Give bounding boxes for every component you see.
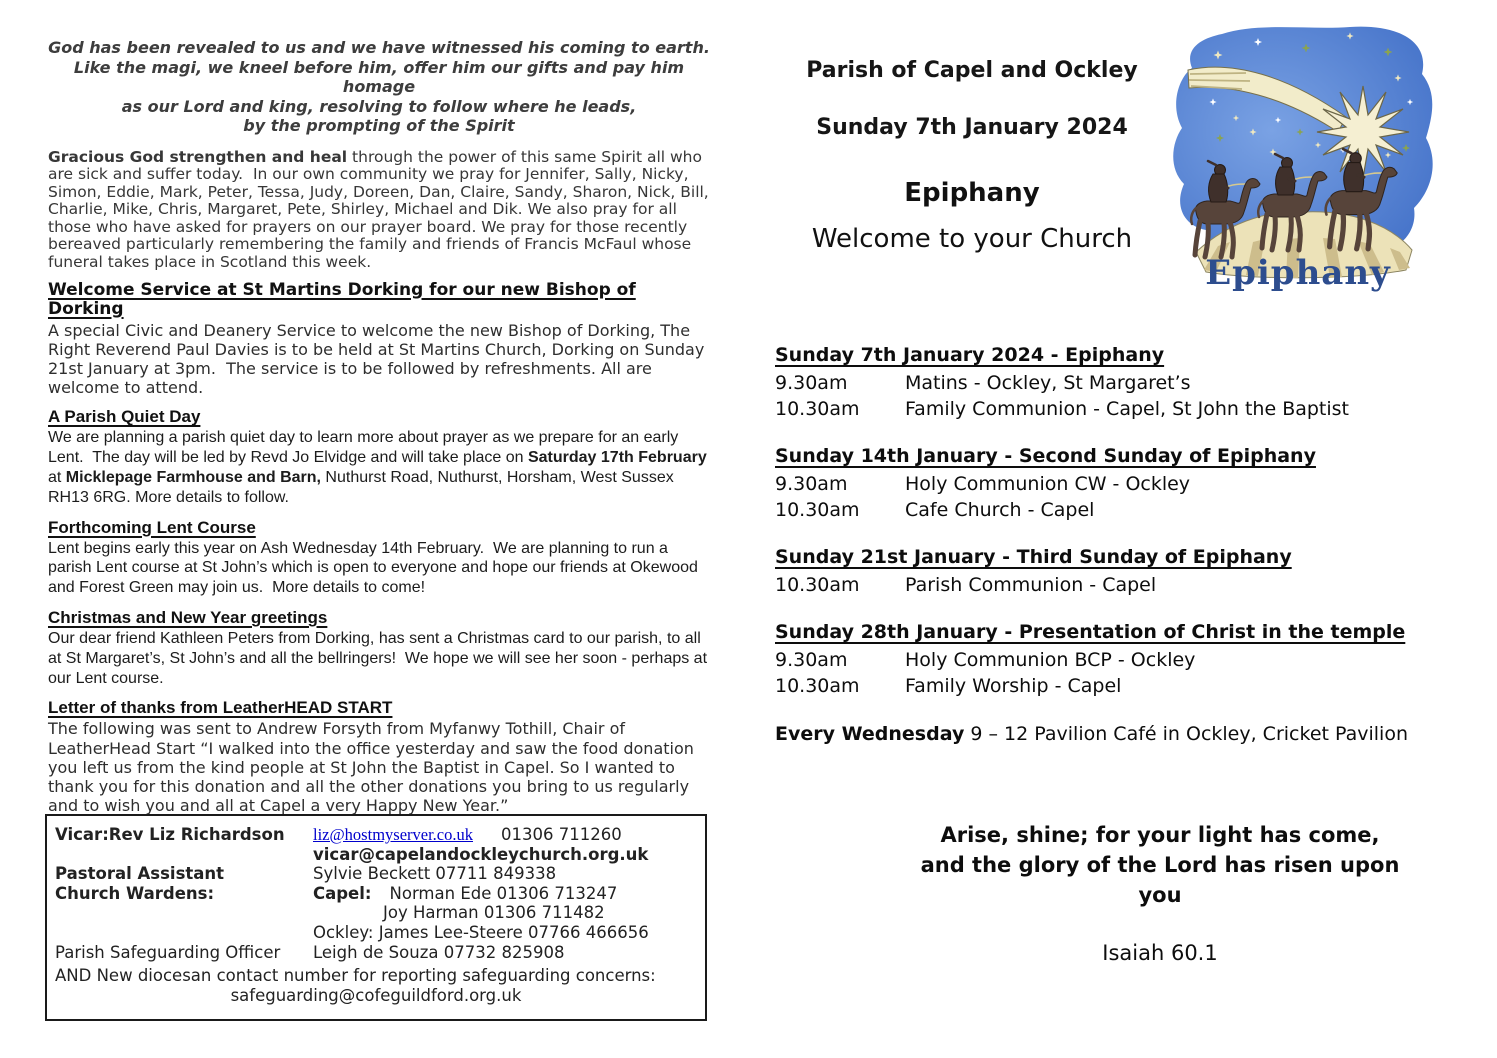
section-body — [48, 719, 710, 815]
section-text-segment: at — [48, 469, 66, 487]
schedule-section — [775, 619, 1487, 699]
left-sections — [48, 281, 710, 816]
intercessions-lead: Gracious God strengthen and heal — [48, 147, 348, 166]
contact-row — [55, 943, 697, 963]
section-heading: A Parish Quiet Day — [48, 407, 201, 427]
schedule-section — [775, 544, 1487, 598]
section-heading: Forthcoming Lent Course — [48, 517, 256, 537]
contact-row — [55, 845, 697, 865]
section-text-segment: The following was sent to Andrew Forsyth from Myfanwy Tothill, Chair of LeatherHead Start “I walked into the office yesterday and saw the food donation you left us from the kind people at St John the Baptist in Capel. So I wanted to thank you for this donation and all the other donations you bring to us regularly and to wish you and all at Capel a very Happy New Year.” — [48, 719, 694, 816]
weekly-cafe-line — [775, 723, 1487, 745]
section-heading: Welcome Service at St Martins Dorking for our new Bishop of Dorking — [48, 279, 636, 319]
verse-block — [900, 820, 1420, 968]
right-header — [772, 58, 1172, 254]
schedule-section — [775, 443, 1487, 523]
contact-safeguarding-note: AND New diocesan contact number for reporting safeguarding concerns: — [55, 966, 656, 986]
schedule-row — [775, 396, 1487, 422]
schedule-section — [775, 342, 1487, 422]
verse-attribution: Isaiah 60.1 — [1102, 941, 1218, 965]
contact-safeguarding-email: safeguarding@cofeguildford.org.uk — [230, 985, 522, 1005]
verse-line: Arise, shine; for your light has come, — [940, 823, 1380, 847]
service-time: 10.30am — [775, 398, 860, 420]
schedule-heading: Sunday 28th January - Presentation of Christ in the temple — [775, 621, 1406, 643]
contact-value — [313, 903, 697, 923]
section-body — [48, 629, 710, 688]
service-time: 9.30am — [775, 372, 848, 394]
parish-title: Parish of Capel and Ockley — [806, 58, 1138, 83]
prayer-block — [48, 38, 710, 136]
section-heading: Letter of thanks from LeatherHEAD START — [48, 698, 393, 718]
service-description: Parish Communion - Capel — [905, 574, 1157, 596]
schedule-row — [775, 370, 1487, 396]
service-description: Holy Communion CW - Ockley — [905, 473, 1191, 495]
contact-value — [313, 884, 697, 904]
section-christmas-new-year-greetings — [48, 608, 710, 688]
contact-detail: 01306 711260 — [501, 825, 622, 844]
schedule-row — [775, 673, 1487, 699]
prayer-line: Like the magi, we kneel before him, offer him our gifts and pay him homage — [73, 57, 685, 96]
section-heading: Christmas and New Year greetings — [48, 608, 328, 628]
contact-role-label: Vicar:Rev Liz Richardson — [55, 825, 285, 844]
intercessions-paragraph — [48, 149, 710, 272]
service-description: Holy Communion BCP - Ockley — [905, 649, 1196, 671]
verse-line: and the glory of the Lord has risen upon you — [920, 853, 1400, 907]
service-time: 9.30am — [775, 473, 848, 495]
contact-row — [55, 864, 697, 884]
contact-detail: Joy Harman 01306 711482 — [383, 903, 605, 923]
schedule-row — [775, 647, 1487, 673]
service-time: 10.30am — [775, 574, 860, 596]
contact-value — [313, 943, 697, 963]
contact-value — [313, 923, 697, 943]
section-forthcoming-lent-course — [48, 518, 710, 598]
prayer-line: God has been revealed to us and we have witnessed his coming to earth. — [48, 38, 710, 57]
section-body — [48, 539, 710, 598]
contact-detail: Capel: — [313, 883, 372, 903]
contact-value — [313, 845, 697, 865]
weekly-cafe-rest: 9 – 12 Pavilion Café in Ockley, Cricket Pavilion — [964, 723, 1408, 745]
contact-row — [55, 884, 697, 904]
service-description: Cafe Church - Capel — [905, 499, 1095, 521]
intercessions-body: through the power of this same Spirit all who are sick and suffer today. In our own community we pray for Jennifer, Sally, Nicky, Simon, Eddie, Mark, Peter, Tessa, Judy, Doreen, Dan, Claire, Sandy, Sharon, Nick, Bill, Charlie, Mike, Chris, Margaret, Pete, Shirley, Michael and Dik. We also pray for all those who have asked for prayers on our prayer board. We pray for those recently bereaved particularly remembering the family and friends of Francis McFaul whose funeral takes place in Scotland this week. — [48, 147, 709, 272]
service-description: Family Communion - Capel, St John the Baptist — [905, 398, 1350, 420]
weekly-cafe-lead: Every Wednesday — [775, 723, 965, 745]
contact-role-label: Church Wardens: — [55, 883, 215, 903]
service-schedule — [775, 342, 1487, 745]
epiphany-caption: Epiphany — [1205, 253, 1391, 292]
contact-value — [313, 864, 697, 884]
section-welcome-service — [48, 281, 710, 398]
schedule-row — [775, 497, 1487, 523]
schedule-row — [775, 572, 1487, 598]
section-body — [48, 321, 710, 398]
contact-row — [55, 825, 697, 845]
contact-detail: Norman Ede 01306 713247 — [389, 883, 618, 903]
contact-role-label — [55, 923, 313, 943]
contact-row — [55, 903, 697, 923]
section-text-segment: We are planning a parish quiet day to learn more about prayer as we prepare for an early Lent. The day will be led by Revd Jo Elvidge and will take place on — [48, 429, 679, 467]
section-text-segment: A special Civic and Deanery Service to welcome the new Bishop of Dorking, The Right Reverend Paul Davies is to be held at St Martins Church, Dorking on Sunday 21st January at 3pm. The service is to be followed by refreshments. All are welcome to attend. — [48, 320, 705, 398]
epiphany-magi-illustration — [1158, 20, 1448, 292]
service-description: Family Worship - Capel — [905, 675, 1122, 697]
section-parish-quiet-day — [48, 407, 710, 507]
email-link[interactable]: liz@hostmyserver.co.uk — [313, 825, 473, 844]
service-time: 10.30am — [775, 499, 860, 521]
service-time: 9.30am — [775, 649, 848, 671]
service-description: Matins - Ockley, St Margaret’s — [905, 372, 1191, 394]
contact-role-label: Pastoral Assistant — [55, 864, 225, 884]
schedule-row — [775, 471, 1487, 497]
contact-detail: Sylvie Beckett 07711 849338 — [313, 864, 557, 884]
section-text-segment: Micklepage Farmhouse and Barn, — [65, 469, 321, 487]
schedule-heading: Sunday 14th January - Second Sunday of Epiphany — [775, 445, 1316, 467]
schedule-heading: Sunday 7th January 2024 - Epiphany — [775, 344, 1165, 366]
contact-role-label — [55, 845, 313, 865]
contact-value — [313, 825, 697, 845]
section-text-segment: Saturday 17th February — [527, 449, 707, 467]
contact-row — [55, 923, 697, 943]
contact-role-label — [55, 903, 313, 923]
contact-detail: Leigh de Souza 07732 825908 — [313, 942, 565, 962]
section-text-segment: Our dear friend Kathleen Peters from Dorking, has sent a Christmas card to our parish, to all at St Margaret’s, St John’s and all the bellringers! We hope we will see her soon - perhaps at our Lent course. — [48, 630, 708, 687]
contact-box — [45, 814, 707, 1021]
section-letter-of-thanks — [48, 698, 710, 815]
service-date: Sunday 7th January 2024 — [816, 115, 1128, 140]
service-time: 10.30am — [775, 675, 860, 697]
prayer-line: by the prompting of the Spirit — [243, 116, 515, 135]
contact-role-label: Parish Safeguarding Officer — [55, 942, 281, 962]
schedule-heading: Sunday 21st January - Third Sunday of Epiphany — [775, 546, 1292, 568]
contact-detail: vicar@capelandockleychurch.org.uk — [313, 844, 649, 864]
section-text-segment: Lent begins early this year on Ash Wednesday 14th February. We are planning to run a parish Lent course at St John’s which is open to everyone and hope our friends at Okewood and Forest Green may join us. More details to come! — [48, 539, 698, 597]
prayer-line: as our Lord and king, resolving to follow where he leads, — [121, 96, 637, 116]
section-body — [48, 428, 710, 507]
section-text-segment: Nuthurst Road, Nuthurst, Horsham, West Sussex RH13 6RG. More details to follow. — [48, 469, 674, 506]
welcome-line: Welcome to your Church — [811, 224, 1133, 254]
left-column — [48, 38, 710, 825]
feast-title: Epiphany — [904, 178, 1040, 208]
contact-detail: Ockley: James Lee-Steere 07766 466656 — [313, 922, 649, 942]
